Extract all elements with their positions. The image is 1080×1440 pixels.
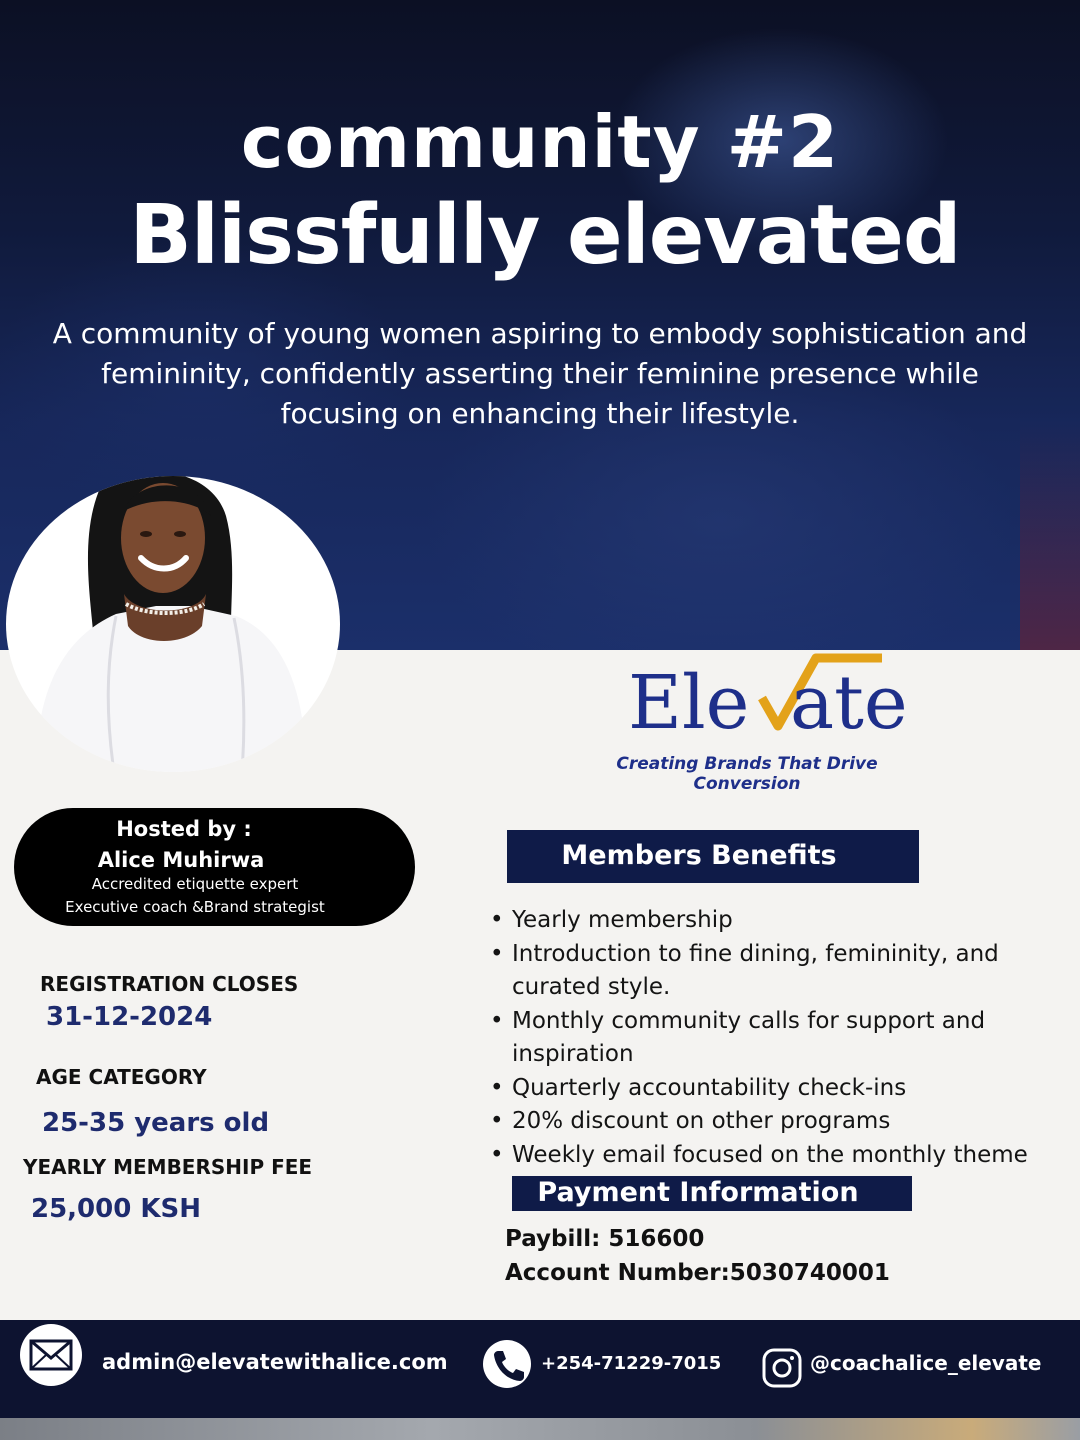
membership-fee-label: YEARLY MEMBERSHIP FEE: [23, 1155, 313, 1179]
benefit-item: • Yearly membership: [490, 904, 1070, 938]
benefit-item: • Quarterly accountability check-ins: [490, 1072, 1070, 1106]
benefit-item: • Introduction to fine dining, femininity, and curated style.: [490, 938, 1070, 1005]
benefit-item: • 20% discount on other programs: [490, 1105, 1070, 1139]
paybill-number: Paybill: 516600: [505, 1226, 705, 1252]
community-description: A community of young women aspiring to embody sophistication and femininity, confidently asserting their feminine presence while focusing on enhancing their lifestyle.: [52, 317, 1028, 430]
benefit-item: • Monthly community calls for support and inspiration: [490, 1005, 1070, 1072]
elevate-logo: [628, 652, 928, 742]
brand-tagline: Creating Brands That Drive Conversion: [616, 754, 878, 794]
benefits-heading-bar: [507, 830, 919, 883]
community-title: community #2: [240, 100, 840, 184]
logo-text-ele: Ele: [628, 660, 750, 742]
instagram-icon: [762, 1348, 802, 1388]
main-heading: Blissfully elevated: [129, 188, 961, 283]
host-photo: [6, 476, 340, 772]
payment-heading-bar: [512, 1176, 912, 1211]
registration-date: 31-12-2024: [46, 1002, 213, 1032]
contact-instagram[interactable]: @coachalice_elevate: [810, 1351, 1042, 1375]
host-role-2: Executive coach &Brand strategist: [65, 898, 325, 916]
registration-label: REGISTRATION CLOSES: [40, 972, 299, 996]
logo-text-ate: ate: [790, 660, 908, 742]
background-accent: [1020, 420, 1080, 650]
contact-phone[interactable]: +254-71229-7015: [541, 1353, 722, 1374]
benefits-heading: Members Benefits: [561, 840, 837, 871]
host-card: [14, 808, 415, 926]
benefit-item: • Weekly email focused on the monthly theme: [490, 1139, 1070, 1173]
contact-email[interactable]: admin@elevatewithalice.com: [102, 1350, 448, 1374]
contact-footer: [0, 1320, 1080, 1418]
account-number: Account Number:5030740001: [505, 1260, 890, 1286]
membership-fee-value: 25,000 KSH: [31, 1194, 202, 1224]
envelope-icon: [20, 1324, 82, 1386]
host-label: Hosted by :: [116, 817, 252, 841]
phone-icon: [483, 1340, 531, 1388]
benefits-list: [490, 904, 1070, 1172]
payment-heading: Payment Information: [537, 1177, 859, 1208]
age-category-label: AGE CATEGORY: [36, 1065, 207, 1089]
age-category-value: 25-35 years old: [42, 1108, 270, 1138]
host-name: Alice Muhirwa: [97, 848, 265, 872]
host-role-1: Accredited etiquette expert: [91, 875, 299, 893]
bottom-photo-strip: [0, 1418, 1080, 1440]
